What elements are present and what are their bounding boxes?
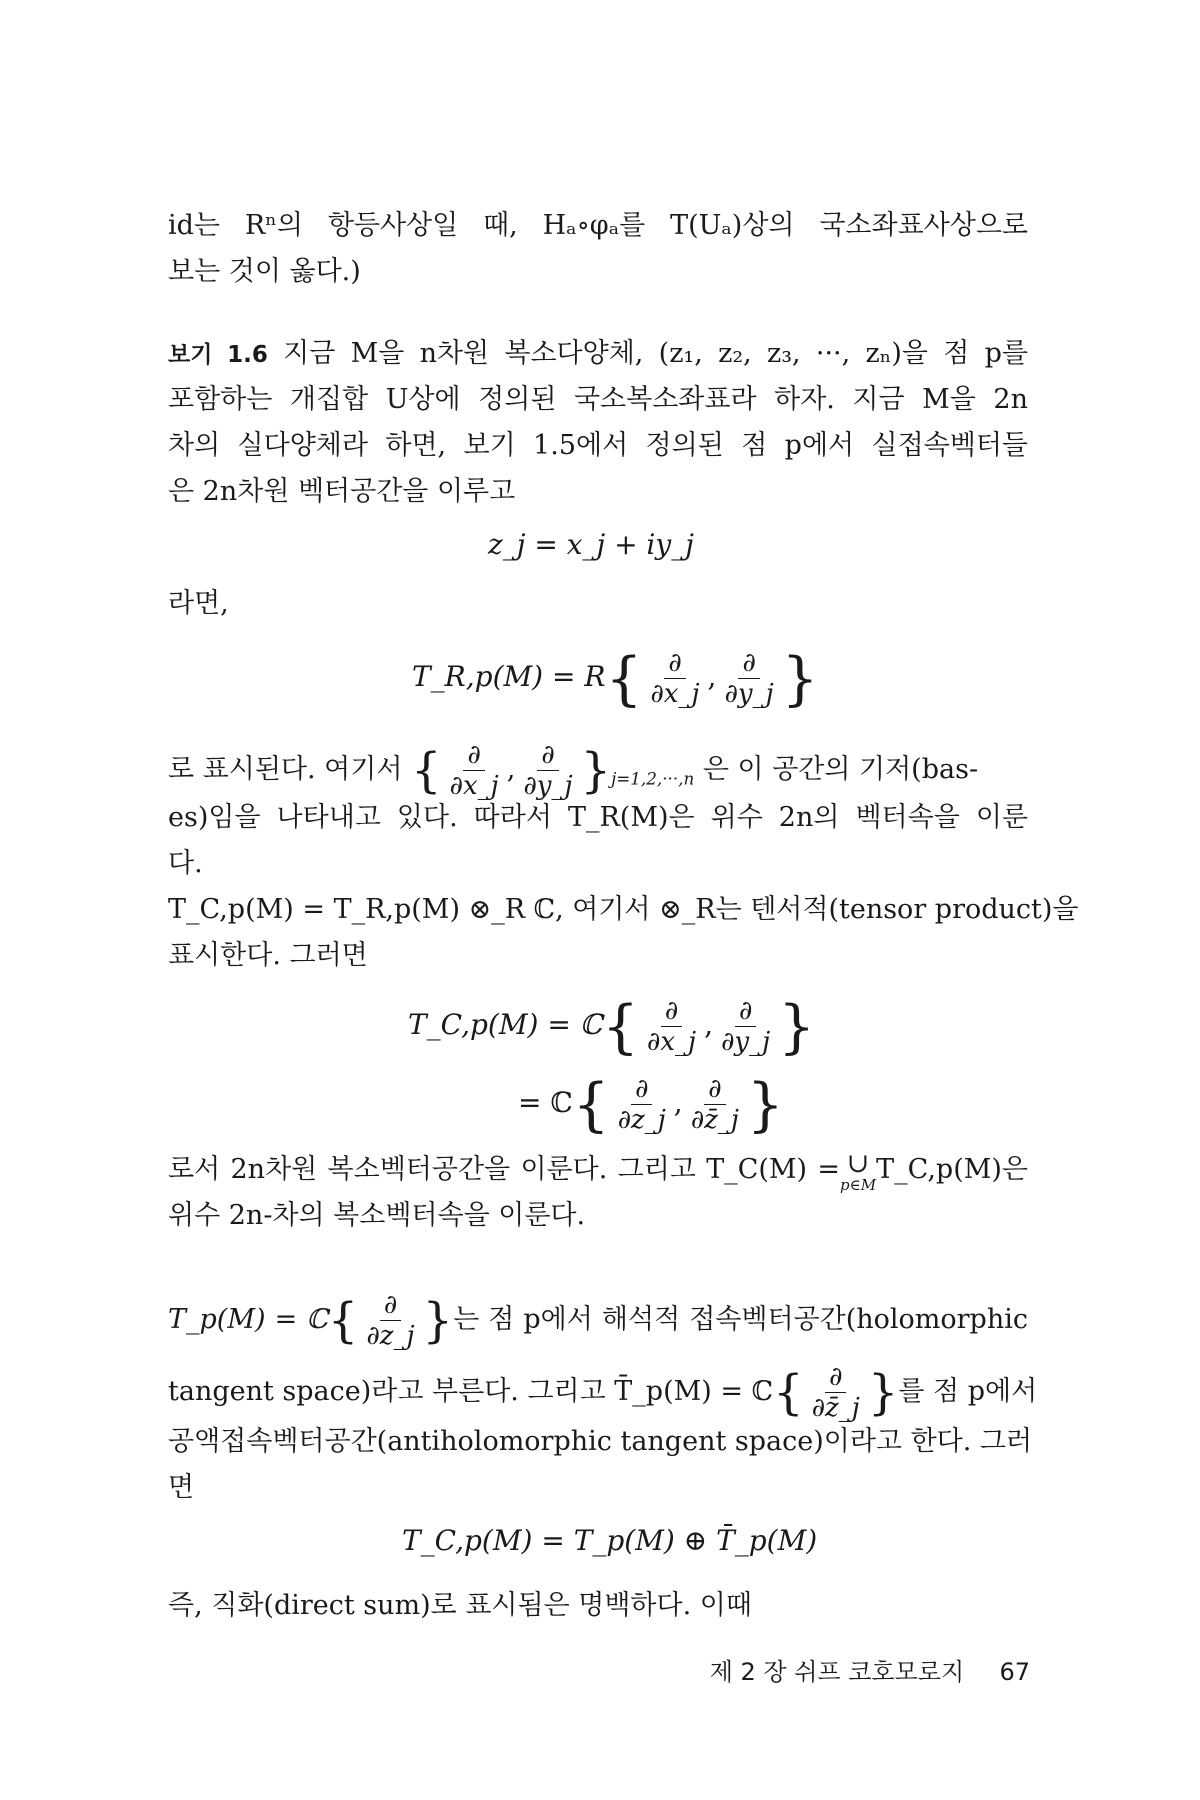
text-line-7: 라면, [168,588,229,619]
fraction-dx: $\frac{\partial}{\partial x\_j}$ [650,648,700,709]
text-line-3 [168,334,1028,375]
text-line-6: 은 2n차원 벡터공간을 이루고 [168,476,516,507]
text-line-9: es)임을 나타내고 있다. 따라서 T_R(M)은 위수 2n의 벡터속을 이룬 [168,802,1028,833]
text-line-16: tangent space)라고 부른다. 그리고 T̄_p(M) = ℂ{ $\frac{\partial}{\partial z̄\_j}$ }를 점 p에서 [168,1362,1038,1423]
equation-complex-tangent-2: = ℂ{ $\frac{\partial}{\partial z\_j}$ , $\frac{\partial}{\partial z̄\_j}$ } [518,1070,784,1139]
equation-complex-tangent-1: T_C,p(M) = ℂ{ $\frac{\partial}{\partial x\_j}$ , $\frac{\partial}{\partial y\_j}$ } [408,992,816,1061]
equation-z: z_j = x_j + iy_j [488,528,694,561]
text-line-4: 포함하는 개집합 U상에 정의된 국소복소좌표라 하자. 지금 M을 2n [168,384,1028,415]
text-line-3-body: 지금 M을 n차원 복소다양체, (z₁, z₂, z₃, ···, zₙ)을 점 p를 [267,338,1028,369]
example-label: 보기 1.6 [168,342,268,368]
text-line-2: 보는 것이 옳다.) [168,256,361,287]
page-number: 67 [999,1658,1030,1686]
fraction-dy: $\frac{\partial}{\partial y\_j}$ [724,648,774,709]
text-line-12: 표시한다. 그러면 [168,940,368,971]
left-brace: { [605,644,643,713]
text-line-19: 즉, 직화(direct sum)로 표시됨은 명백하다. 이때 [168,1590,752,1621]
right-brace: } [781,644,819,713]
text-line-17: 공액접속벡터공간(antiholomorphic tangent space)이라고 한다. 그러 [168,1426,1033,1457]
eq2-lhs: T_R,p(M) = R [412,660,606,693]
equation-direct-sum: T_C,p(M) = T_p(M) ⊕ T̄_p(M) [402,1524,818,1557]
text-line-18: 면 [168,1472,195,1503]
index-range: j=1,2,···,n [611,768,695,789]
page-footer [710,1652,1030,1687]
text-line-15: T_p(M) = ℂ{ $\frac{\partial}{\partial z\_j}$ }는 점 p에서 해석적 접속벡터공간(holomorphic [168,1290,1028,1351]
text-line-10: 다. [168,848,203,879]
union-operator: ∪ p∈M [840,1148,877,1194]
equation-real-tangent: T_R,p(M) = R{ $\frac{\partial}{\partial x\_j}$ , $\frac{\partial}{\partial y\_j}$ } [412,644,819,713]
text-line-14: 위수 2n-차의 복소벡터속을 이룬다. [168,1200,586,1231]
text-line-13: 로서 2n차원 복소벡터공간을 이룬다. 그리고 T_C(M) = ∪ p∈M T_C,p(M)은 [168,1148,1028,1194]
text-line-11: T_C,p(M) = T_R,p(M) ⊗_R ℂ, 여기서 ⊗_R는 텐서적(tensor product)을 [168,894,1079,925]
basis-dx: $\frac{\partial}{\partial x\_j}$ [449,740,499,801]
text-line-1: id는 Rⁿ의 항등사상일 때, Hₐ∘φₐ를 T(Uₐ)상의 국소좌표사상으로 [168,210,1028,241]
text-line-5: 차의 실다양체라 하면, 보기 1.5에서 정의된 점 p에서 실접속벡터들 [168,430,1028,461]
text-line-8: 로 표시된다. 여기서 { $\frac{\partial}{\partial x\_j}$ , $\frac{\partial}{\partial y\_j}$ }$_{j=1,2,\cdot\cdot\cdot,n}$ 은 이 공간의 기저(bas- [168,740,979,801]
chapter-title: 제 2 장 쉬프 코호모로지 [709,1658,965,1686]
basis-dy: $\frac{\partial}{\partial y\_j}$ [523,740,573,801]
